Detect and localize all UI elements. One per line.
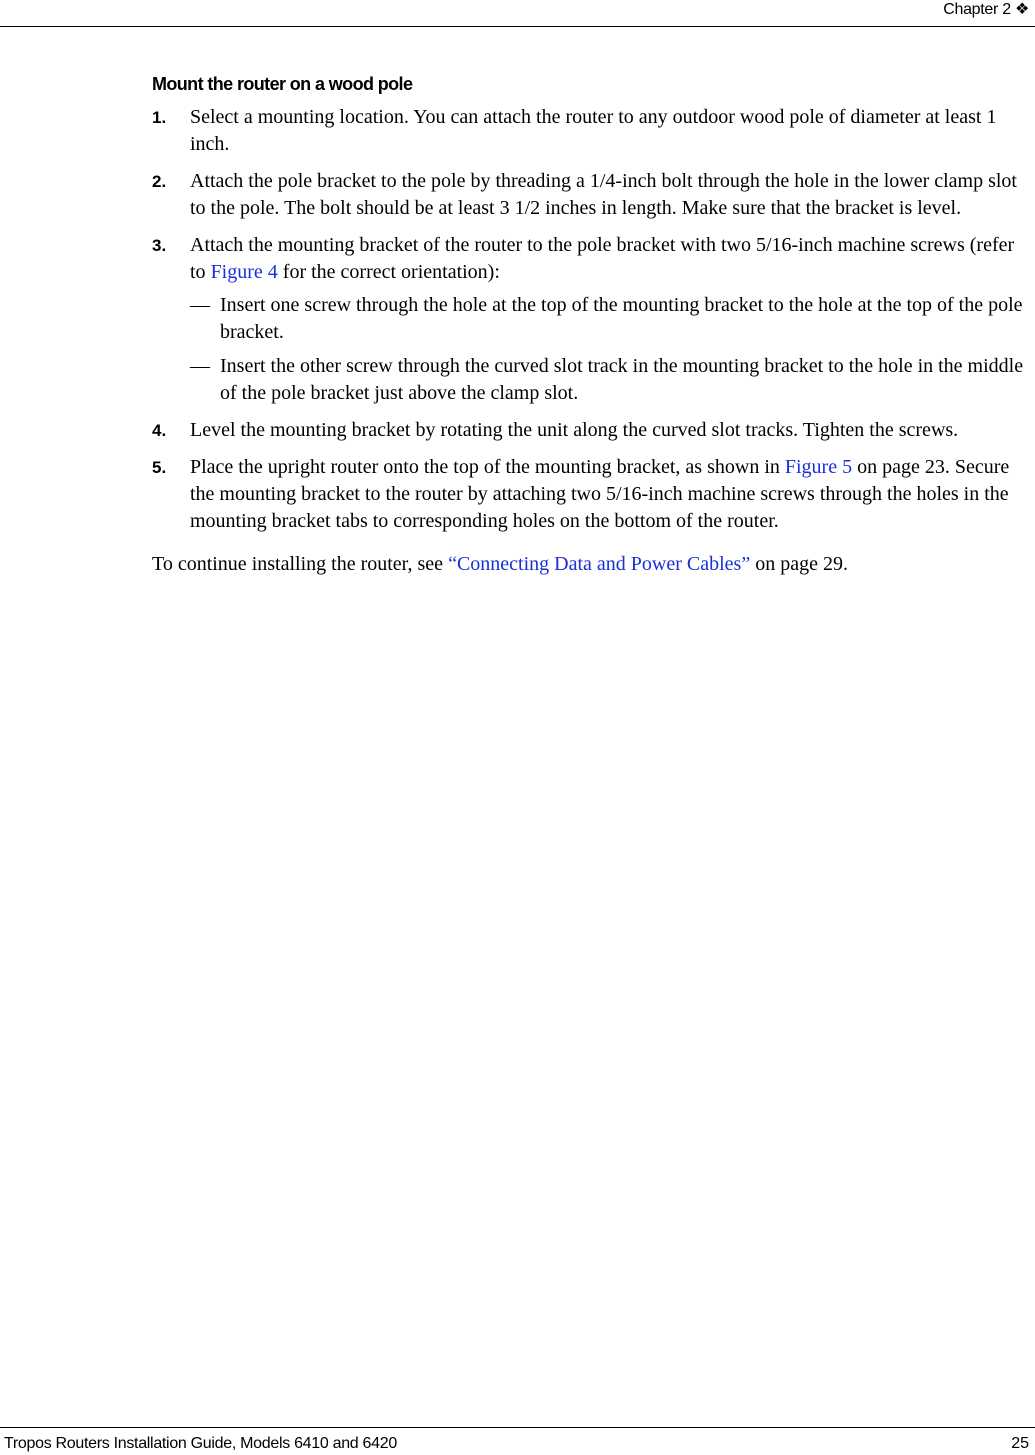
step-1 [152, 104, 1032, 158]
em-dash: — [190, 294, 210, 316]
step-text: Attach the mounting bracket of the router to the pole bracket with two 5/16-inch machine screws (refer to [190, 234, 1015, 283]
step-number: 5. [152, 458, 167, 477]
step-number: 2. [152, 172, 167, 191]
continue-paragraph [152, 551, 1032, 578]
step-5 [152, 454, 1032, 535]
step-number: 3. [152, 236, 167, 255]
em-dash: — [190, 355, 210, 377]
step-2 [152, 168, 1032, 222]
substep-1 [152, 292, 1032, 346]
substep-2 [152, 353, 1032, 407]
chapter-label: Chapter 2 ❖ [943, 1, 1029, 18]
step-text-tail: on page 23. Secure the mounting bracket to the router by attaching two 5/16-inch machine screws through the holes in the mounting bracket tabs to corresponding holes on the bottom of the router. [190, 456, 1010, 532]
step-text: Place the upright router onto the top of the mounting bracket, as shown in [190, 456, 785, 478]
step-4 [152, 417, 1032, 444]
step-number: 4. [152, 421, 167, 440]
section-heading: Mount the router on a wood pole [152, 74, 413, 94]
page-footer [0, 1427, 1035, 1455]
document-title: Tropos Routers Installation Guide, Models 6410 and 6420 [4, 1435, 397, 1452]
page-number: 25 [1011, 1435, 1029, 1452]
step-text-tail: for the correct orientation): [277, 261, 500, 283]
substep-text: Insert one screw through the hole at the top of the mounting bracket to the hole at the top of the pole bracket. [220, 294, 1023, 343]
step-text: Level the mounting bracket by rotating the unit along the curved slot tracks. Tighten the screws. [190, 419, 959, 441]
connecting-cables-link[interactable]: “Connecting Data and Power Cables” [448, 553, 751, 575]
page-content [152, 70, 1032, 578]
step-3 [152, 232, 1032, 286]
paragraph-text: To continue installing the router, see [152, 553, 449, 575]
page-header [0, 0, 1035, 27]
paragraph-text-tail: on page 29. [750, 553, 848, 575]
step-text: Select a mounting location. You can attach the router to any outdoor wood pole of diameter at least 1 inch. [190, 106, 997, 155]
figure-4-link[interactable]: Figure 4 [210, 261, 278, 283]
step-text: Attach the pole bracket to the pole by threading a 1/4-inch bolt through the hole in the lower clamp slot to the pole. The bolt should be at least 3 1/2 inches in length. Make sure that the bracket is level. [190, 170, 1017, 219]
figure-5-link[interactable]: Figure 5 [784, 456, 853, 478]
substep-text: Insert the other screw through the curved slot track in the mounting bracket to the hole in the middle of the pole bracket just above the clamp slot. [220, 355, 1024, 404]
step-number: 1. [152, 108, 167, 127]
